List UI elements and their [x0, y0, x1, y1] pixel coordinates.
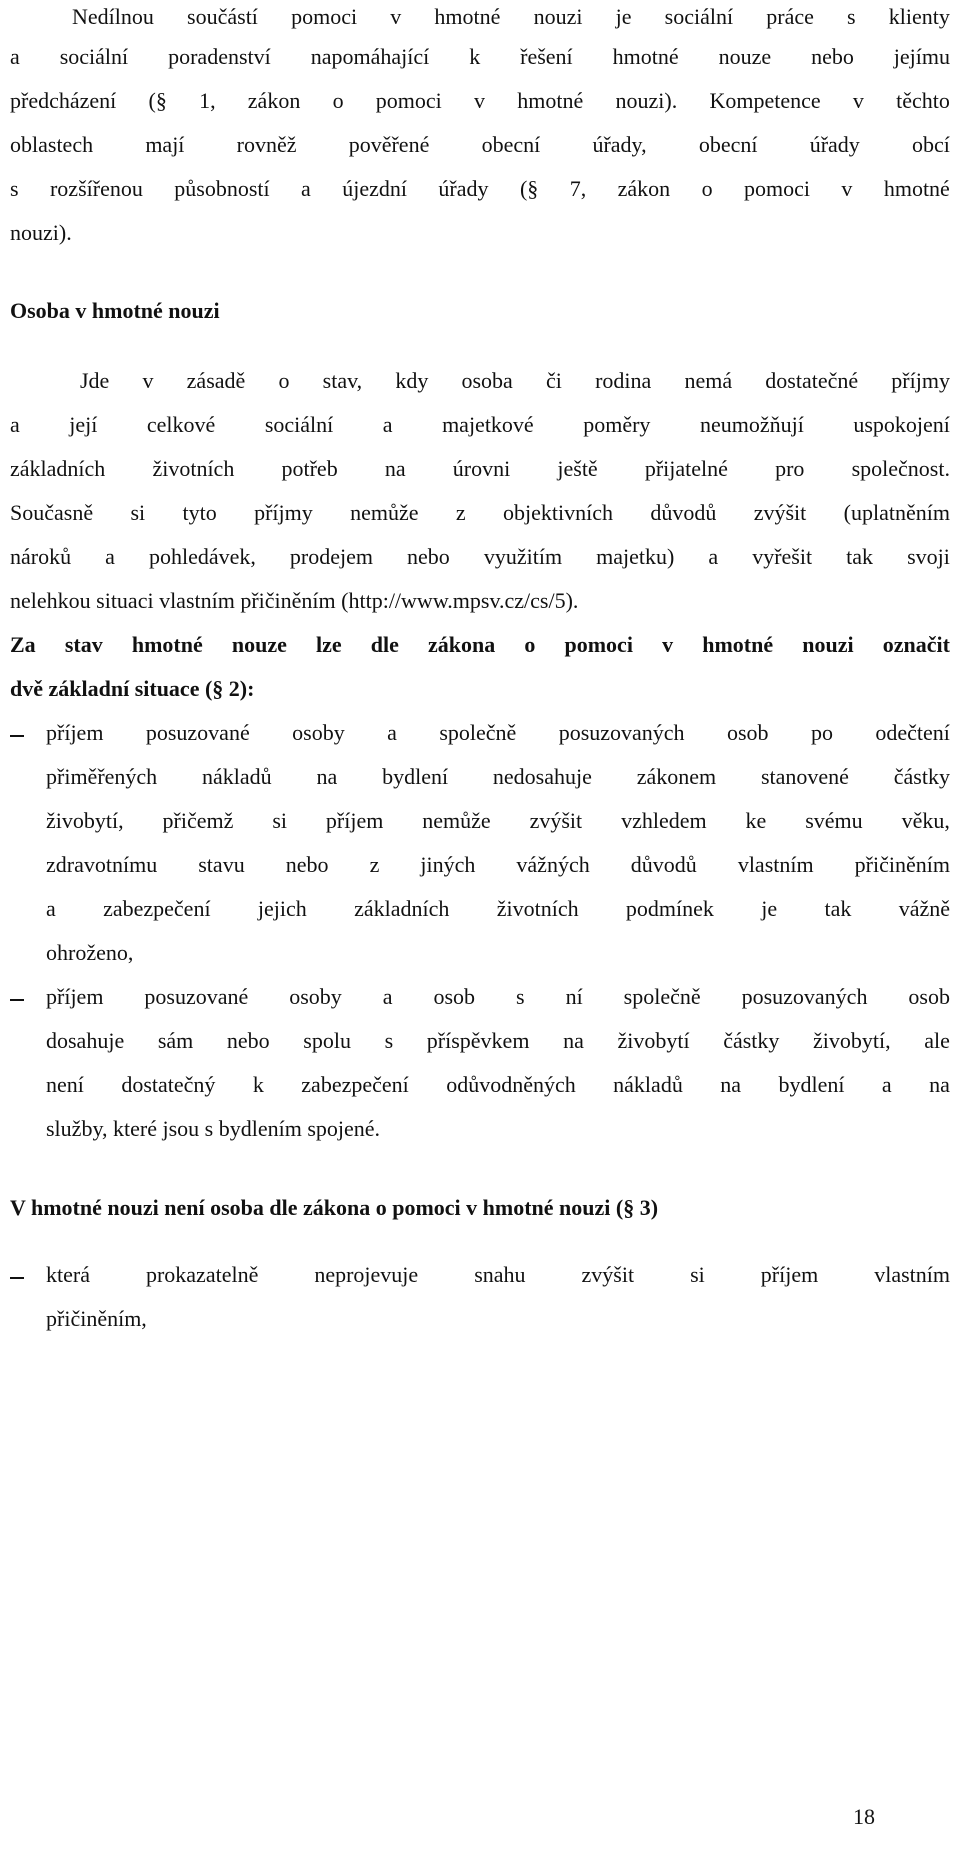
word: ke [745, 808, 767, 833]
word: předcházení [10, 88, 117, 113]
word: živobytí [617, 1028, 690, 1053]
word: podmínek [625, 896, 714, 921]
word: Současně [10, 500, 94, 525]
word: důvodů [630, 852, 697, 877]
word: osob [908, 984, 950, 1009]
word: příjem [46, 984, 104, 1009]
word: k [252, 1072, 264, 1097]
word: zákon [617, 176, 671, 201]
word: nákladů [613, 1072, 683, 1097]
word: stav, [322, 368, 363, 393]
text-line: ohroženo, [46, 940, 134, 965]
word: součástí [187, 4, 258, 29]
word: nouzi [802, 632, 854, 657]
word: příjem [325, 808, 384, 833]
word: tak [846, 544, 874, 569]
text-line [10, 46, 950, 68]
word: na [316, 764, 338, 789]
word: ale [924, 1028, 950, 1053]
word: stanovené [760, 764, 849, 789]
word: pomoci [564, 632, 633, 657]
word: si [272, 808, 287, 833]
word: příjmy [891, 368, 950, 393]
word: vzhledem [621, 808, 707, 833]
word: klienty [888, 4, 950, 29]
word: je [761, 896, 778, 921]
word: o [332, 88, 344, 113]
word: pomoci [375, 88, 442, 113]
word: o [701, 176, 713, 201]
word: sám [157, 1028, 194, 1053]
word: stav [64, 632, 103, 657]
word: nebo [226, 1028, 270, 1053]
section-heading: Osoba v hmotné nouzi [10, 298, 220, 323]
word: osoby [289, 984, 342, 1009]
word: z [369, 852, 380, 877]
word: hmotné [883, 176, 950, 201]
word: zvýšit [753, 500, 807, 525]
word: oblastech [10, 132, 94, 157]
word: svoji [907, 544, 950, 569]
word: životních [496, 896, 579, 921]
word: spolu [303, 1028, 351, 1053]
word: nouzi [533, 4, 583, 29]
word: úřady [438, 176, 489, 201]
page-number: 18 [853, 1804, 875, 1829]
text-line [46, 1030, 950, 1052]
word: neprojevuje [314, 1262, 419, 1287]
word: osob [433, 984, 476, 1009]
word: sociální [264, 412, 334, 437]
word: nedosahuje [492, 764, 592, 789]
text-line [46, 898, 950, 920]
word: bydlení [382, 764, 449, 789]
word: pohledávek, [148, 544, 256, 569]
word: zabezpečení [301, 1072, 409, 1097]
word: životních [152, 456, 235, 481]
word: využitím [483, 544, 563, 569]
word: napomáhající [310, 44, 430, 69]
word: nároků [10, 544, 72, 569]
word: 1, [199, 88, 216, 113]
word: nemá [684, 368, 733, 393]
word: nemůže [422, 808, 491, 833]
word: obecní [698, 132, 758, 157]
word: o [524, 632, 536, 657]
word: posuzované [145, 720, 250, 745]
word: na [929, 1072, 950, 1097]
word: dosahuje [46, 1028, 125, 1053]
word: Kompetence [709, 88, 821, 113]
word: hmotné [702, 632, 774, 657]
word: celkové [146, 412, 216, 437]
word: a [10, 44, 20, 69]
word: osoby [292, 720, 345, 745]
word: vážných [516, 852, 590, 877]
word: tyto [182, 500, 217, 525]
word: Za [10, 632, 36, 657]
text-line [80, 370, 950, 392]
word: na [563, 1028, 584, 1053]
word: zásadě [186, 368, 246, 393]
word: neumožňují [699, 412, 804, 437]
word: hmotné [517, 88, 584, 113]
word: řešení [520, 44, 573, 69]
word: přiměřených [46, 764, 158, 789]
word: nebo [811, 44, 854, 69]
word: nouze [231, 632, 287, 657]
text-line [46, 986, 950, 1008]
word: živobytí, [813, 1028, 891, 1053]
word: a [10, 412, 20, 437]
word: na [384, 456, 406, 481]
word: živobytí, [46, 808, 124, 833]
dash-bullet [10, 999, 24, 1001]
word: zákonem [636, 764, 717, 789]
word: společně [623, 984, 701, 1009]
word: objektivních [503, 500, 613, 525]
word: úrovni [452, 456, 511, 481]
word: rozšířenou [49, 176, 143, 201]
word: důvodů [650, 500, 717, 525]
text-line [46, 722, 950, 744]
word: základních [10, 456, 106, 481]
word: ní [565, 984, 583, 1009]
word: tak [824, 896, 852, 921]
word: hmotné [131, 632, 203, 657]
word: obecní [481, 132, 541, 157]
text-line [46, 810, 950, 832]
word: a [387, 720, 397, 745]
text-line [10, 414, 950, 436]
word: zabezpečení [103, 896, 211, 921]
word: kdy [395, 368, 429, 393]
word: odůvodněných [446, 1072, 576, 1097]
word: věku, [901, 808, 950, 833]
text-line [46, 766, 950, 788]
word: či [546, 368, 562, 393]
word: na [720, 1072, 742, 1097]
word: příjmy [254, 500, 313, 525]
word: v [662, 632, 674, 657]
text-line: přičiněním, [46, 1306, 147, 1331]
word: hmotné [612, 44, 679, 69]
word: (uplatněním [843, 500, 950, 525]
word: příspěvkem [426, 1028, 530, 1053]
word: majetkové [442, 412, 534, 437]
word: pomoci [743, 176, 810, 201]
word: nemůže [350, 500, 419, 525]
word: rovněž [236, 132, 297, 157]
word: úřady, [592, 132, 647, 157]
section-heading: V hmotné nouzi není osoba dle zákona o pomoci v hmotné nouzi (§ 3) [10, 1195, 659, 1220]
word: zdravotnímu [46, 852, 158, 877]
text-line [46, 854, 950, 876]
text-line [10, 634, 950, 656]
word: v [474, 88, 486, 113]
word: a [382, 412, 393, 437]
word: a [708, 544, 719, 569]
word: hmotné [434, 4, 501, 29]
word: těchto [896, 88, 950, 113]
word: svému [805, 808, 863, 833]
word: poměry [583, 412, 651, 437]
word: ještě [557, 456, 598, 481]
word: jejímu [893, 44, 950, 69]
word: prodejem [289, 544, 373, 569]
word: vyřešit [752, 544, 813, 569]
word: společnost. [851, 456, 950, 481]
word: a [105, 544, 115, 569]
dash-bullet [10, 735, 24, 737]
word: lze [315, 632, 342, 657]
word: v [852, 88, 864, 113]
word: si [690, 1262, 705, 1287]
word: uspokojení [853, 412, 950, 437]
word: rodina [595, 368, 652, 393]
word: posuzované [144, 984, 249, 1009]
word: vážně [898, 896, 950, 921]
word: příjem [46, 720, 104, 745]
word: a [301, 176, 311, 201]
text-line [10, 90, 950, 112]
word: označit [882, 632, 950, 657]
word: nebo [407, 544, 450, 569]
word: a [382, 984, 393, 1009]
word: sociální [59, 44, 129, 69]
word: je [615, 4, 632, 29]
word: působností [174, 176, 270, 201]
word: Nedílnou [72, 4, 154, 29]
word: prokazatelně [145, 1262, 259, 1287]
word: majetku) [596, 544, 675, 569]
word: společně [439, 720, 517, 745]
word: pomoci [291, 4, 358, 29]
word: s [384, 1028, 394, 1053]
word: přičemž [162, 808, 234, 833]
word: není [46, 1072, 84, 1097]
text-line [10, 178, 950, 200]
word: mají [145, 132, 185, 157]
word: její [69, 412, 98, 437]
word: nákladů [202, 764, 272, 789]
word: zákona [428, 632, 496, 657]
word: osoba [461, 368, 513, 393]
word: a [46, 896, 56, 921]
word: k [469, 44, 481, 69]
word: s [516, 984, 525, 1009]
dash-bullet [10, 1277, 24, 1279]
word: (§ [148, 88, 167, 113]
word: osob [726, 720, 769, 745]
text-line [46, 1264, 950, 1286]
word: posuzovaných [558, 720, 685, 745]
text-line: dvě základní situace (§ 2): [10, 676, 255, 701]
word: částky [723, 1028, 780, 1053]
word: posuzovaných [741, 984, 868, 1009]
word: snahu [474, 1262, 526, 1287]
word: dostatečný [121, 1072, 216, 1097]
word: a [881, 1072, 892, 1097]
word: jiných [420, 852, 476, 877]
word: v [390, 4, 402, 29]
word: dostatečné [765, 368, 859, 393]
word: Jde [80, 368, 110, 393]
word: nebo [285, 852, 329, 877]
word: s [847, 4, 856, 29]
word: (§ [519, 176, 539, 201]
text-line: nouzi). [10, 220, 72, 245]
word: 7, [569, 176, 587, 201]
word: která [46, 1262, 90, 1287]
word: zvýšit [581, 1262, 635, 1287]
word: z [455, 500, 466, 525]
word: s [10, 176, 19, 201]
word: po [810, 720, 833, 745]
word: si [130, 500, 146, 525]
text-line [72, 6, 950, 28]
word: stavu [198, 852, 245, 877]
text-line [10, 134, 950, 156]
word: pro [775, 456, 805, 481]
word: pověřené [348, 132, 430, 157]
word: zákon [247, 88, 301, 113]
word: potřeb [281, 456, 338, 481]
word: přijatelné [644, 456, 728, 481]
word: jejich [257, 896, 307, 921]
word: v [142, 368, 154, 393]
text-line [46, 1074, 950, 1096]
word: nouze [718, 44, 772, 69]
text-line [10, 458, 950, 480]
text-line: služby, které jsou s bydlením spojené. [46, 1116, 381, 1141]
text-line [10, 546, 950, 568]
word: úřady [809, 132, 860, 157]
word: odečtení [875, 720, 950, 745]
word: dle [370, 632, 399, 657]
word: poradenství [168, 44, 271, 69]
word: o [278, 368, 290, 393]
word: přičiněním [854, 852, 950, 877]
word: vlastním [737, 852, 814, 877]
word: příjem [760, 1262, 819, 1287]
word: sociální [664, 4, 734, 29]
word: v [841, 176, 853, 201]
word: nouzi). [615, 88, 678, 113]
word: bydlení [778, 1072, 845, 1097]
text-line: nelehkou situaci vlastním přičiněním (http://www.mpsv.cz/cs/5). [10, 588, 579, 613]
word: vlastním [874, 1262, 950, 1287]
word: zvýšit [529, 808, 583, 833]
text-line [10, 502, 950, 524]
word: obcí [912, 132, 950, 157]
word: základních [354, 896, 450, 921]
word: práce [766, 4, 814, 29]
word: újezdní [342, 176, 407, 201]
word: částky [893, 764, 950, 789]
